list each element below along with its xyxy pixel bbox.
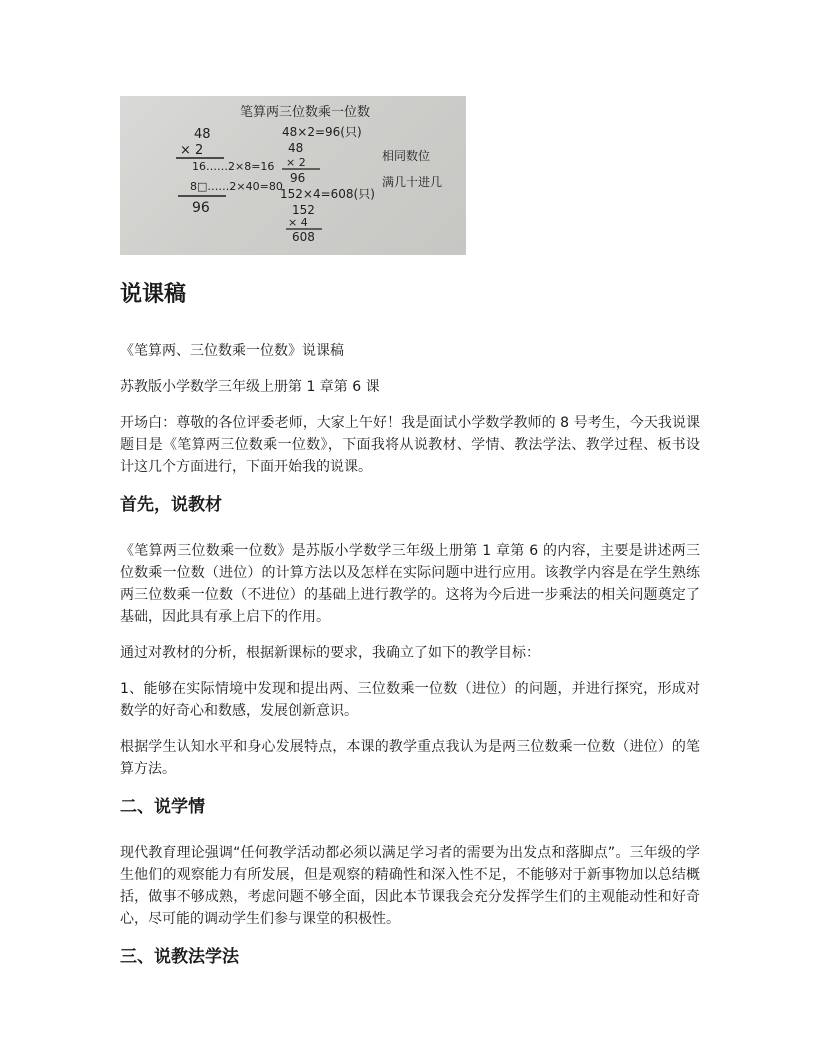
paragraph-lesson-title: 《笔算两、三位数乘一位数》说课稿 [120,343,344,359]
mid-calc1-r: 96 [290,171,306,185]
paragraph-key-point: 根据学生认知水平和身心发展特点，本课的教学重点我认为是两三位数乘一位数（进位）的笔算方法。 [120,739,700,777]
mid-calc2-a: 152 [292,203,315,217]
paragraph-students: 现代教育理论强调“任何教学活动都必须以满足学习者的需要为出发点和落脚点”。三年级的学生他们的观察能力有所发展，但是观察的精确性和深入性不足，不能够对于新事物加以总结概括，做事不够成熟，考虑问题不够全面，因此本节课我会充分发挥学生们的主观能动性和好奇心，尽可能的调动学生们参与课堂的积极性。 [120,845,700,927]
heading-methods: 三、说教法学法 [120,947,239,967]
document-body [120,278,700,992]
photo-title: 笔算两三位数乘一位数 [240,105,371,120]
left-calc-b: × 2 [180,143,204,158]
mid-calc2-b: × 4 [288,216,308,229]
doc-title: 说课稿 [120,282,187,307]
mid-calc1-a: 48 [288,141,304,155]
eq1: 48×2=96(只) [282,125,362,139]
heading-students: 二、说学情 [120,797,205,817]
handwritten-board-photo [120,96,466,255]
paragraph-textbook: 苏教版小学数学三年级上册第 1 章第 6 课 [120,379,380,395]
left-calc-p1: 16……2×8=16 [192,160,275,173]
note1: 相同数位 [382,149,431,163]
paragraph-goals-intro: 通过对教材的分析，根据新课标的要求，我确立了如下的教学目标： [120,645,540,661]
heading-material: 首先，说教材 [120,495,222,515]
left-calc-p2: 8□……2×40=80 [190,180,283,193]
mid-calc1-b: × 2 [286,156,306,169]
paragraph-goal-1: 1、能够在实际情境中发现和提出两、三位数乘一位数（进位）的问题，并进行探究，形成对数学的好奇心和数感，发展创新意识。 [120,681,700,719]
left-calc-a: 48 [194,127,211,142]
left-calc-r: 96 [192,200,210,216]
note2: 满几十进几 [382,175,443,189]
paragraph-opening: 开场白：尊敬的各位评委老师，大家上午好！我是面试小学数学教师的 8 号考生，今天我说课题目是《笔算两三位数乘一位数》，下面我将从说教材、学情、教法学法、教学过程、板书设计这几个方面进行，下面开始我的说课。 [120,415,700,475]
paragraph-material: 《笔算两三位数乘一位数》是苏版小学数学三年级上册第 1 章第 6 的内容，主要是讲述两三位数乘一位数（进位）的计算方法以及怎样在实际问题中进行应用。该教学内容是在学生熟练两三位数乘一位数（不进位）的基础上进行教学的。这将为今后进一步乘法的相关问题奠定了基础，因此具有承上启下的作用。 [120,543,700,625]
mid-calc2-r: 608 [292,230,315,244]
eq2: 152×4=608(只) [280,187,375,201]
